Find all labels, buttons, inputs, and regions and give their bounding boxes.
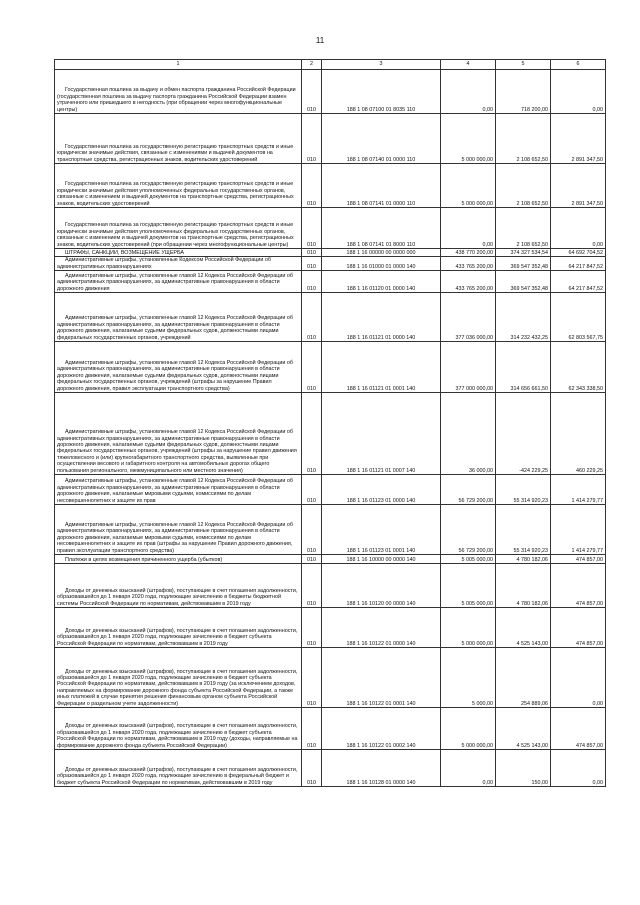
executed-amount-cell: 374 327 534,54 xyxy=(496,249,551,257)
approved-amount-cell: 36 000,00 xyxy=(441,393,496,475)
table-row xyxy=(55,114,606,164)
indicator-name-cell xyxy=(55,249,302,257)
indicator-name-text: Доходы от денежных взысканий (штрафов), поступающие в счет погашения задолженности, образовавшейся до 1 января 2020 года, подлежащие зачислению в бюджеты бюджетной системы Российской Федерации по нормативам, действовавшим в 2019 году xyxy=(57,587,298,607)
unexecuted-amount-cell: 1 414 279,77 xyxy=(551,475,606,505)
executed-amount-cell: 4 780 182,06 xyxy=(496,555,551,564)
executed-amount-cell: 314 232 432,25 xyxy=(496,293,551,342)
indicator-name-cell xyxy=(55,342,302,393)
table-row xyxy=(55,708,606,750)
executed-amount-cell: 150,00 xyxy=(496,750,551,787)
table-row xyxy=(55,70,606,114)
unexecuted-amount-cell: 0,00 xyxy=(551,750,606,787)
line-code-cell: 010 xyxy=(302,475,322,505)
indicator-name-cell xyxy=(55,271,302,293)
table-row xyxy=(55,648,606,708)
executed-amount-cell: 4 780 182,06 xyxy=(496,564,551,608)
budget-classification-code-cell: 188 1 08 07141 01 8000 110 xyxy=(322,208,441,249)
approved-amount-cell: 433 765 200,00 xyxy=(441,271,496,293)
indicator-name-text: Государственная пошлина за государственную регистрацию транспортных средств и иные юридически значимые действия уполномоченных федеральных государственных органов, связанные с изменением и выдачей документов на транспортные средства, регистрационных знаков, водительских удостоверений xyxy=(57,181,294,207)
page-number: 11 xyxy=(315,36,325,45)
indicator-name-cell xyxy=(55,208,302,249)
approved-amount-cell: 5 000,00 xyxy=(441,648,496,708)
table-row xyxy=(55,342,606,393)
budget-classification-code-cell: 188 1 16 01000 01 0000 140 xyxy=(322,257,441,271)
column-header: 4 xyxy=(441,60,496,70)
table-row xyxy=(55,293,606,342)
table-row xyxy=(55,750,606,787)
approved-amount-cell: 5 005 000,00 xyxy=(441,555,496,564)
approved-amount-cell: 377 036 000,00 xyxy=(441,293,496,342)
unexecuted-amount-cell: 2 891 347,50 xyxy=(551,114,606,164)
unexecuted-amount-cell: 62 343 338,50 xyxy=(551,342,606,393)
column-header: 1 xyxy=(55,60,302,70)
budget-classification-code-cell: 188 1 08 07100 01 8035 110 xyxy=(322,70,441,114)
indicator-name-text: ШТРАФЫ, САНКЦИИ, ВОЗМЕЩЕНИЕ УЩЕРБА xyxy=(65,249,185,256)
line-code-cell: 010 xyxy=(302,271,322,293)
approved-amount-cell: 438 770 200,00 xyxy=(441,249,496,257)
indicator-name-text: Административные штрафы, установленные главой 12 Кодекса Российской Федерации об административных правонарушениях, за административные правонарушения в области дорожного движения, налагаемые судьями федеральных судов, должностными лицами федеральных государственных органов, учреждений xyxy=(57,315,293,341)
line-code-cell: 010 xyxy=(302,257,322,271)
approved-amount-cell: 5 000 000,00 xyxy=(441,608,496,648)
income-table xyxy=(54,59,606,787)
approved-amount-cell: 433 765 200,00 xyxy=(441,257,496,271)
line-code-cell: 010 xyxy=(302,208,322,249)
indicator-name-text: Административные штрафы, установленные главой 12 Кодекса Российской Федерации об административных правонарушениях, за административные правонарушения в области дорожного движения, налагаемые судьями федеральных судов, должностными лицами федеральных государственных органов, учреждений (штрафы за нарушение Правил дорожного движения, правил эксплуатации транспортного средства) xyxy=(57,359,293,392)
indicator-name-text: Административные штрафы, установленные главой 12 Кодекса Российской Федерации об административных правонарушениях, за административные правонарушения в области дорожного движения, налагаемые мировыми судьями, комиссиями по делам несовершеннолетних и защите их прав (штрафы за нарушение Правил дорожного движения, правил эксплуатации транспортного средства) xyxy=(57,521,293,554)
indicator-name-text: Государственная пошлина за государственную регистрацию транспортных средств и иные юридически значимые действия, связанные с изменениями и выдачей документов на транспортные средства, регистрационных знаков, водительских удостоверений xyxy=(57,143,294,163)
unexecuted-amount-cell: 474 857,00 xyxy=(551,708,606,750)
table-row xyxy=(55,608,606,648)
indicator-name-text: Платежи в целях возмещения причиненного ущерба (убытков) xyxy=(65,556,223,563)
executed-amount-cell: 2 108 652,50 xyxy=(496,208,551,249)
indicator-name-cell xyxy=(55,70,302,114)
line-code-cell: 010 xyxy=(302,564,322,608)
executed-amount-cell: 55 314 920,23 xyxy=(496,475,551,505)
column-header: 3 xyxy=(322,60,441,70)
indicator-name-text: Доходы от денежных взысканий (штрафов), поступающие в счет погашения задолженности, образовавшейся до 1 января 2020 года, подлежащие зачислению в бюджет субъекта Российской Федерации по нормативам, действовавшим в 2019 году xyxy=(57,627,298,647)
unexecuted-amount-cell: 64 217 847,52 xyxy=(551,257,606,271)
budget-classification-code-cell: 188 1 16 01121 01 0000 140 xyxy=(322,293,441,342)
table-row xyxy=(55,164,606,208)
approved-amount-cell: 5 000 000,00 xyxy=(441,708,496,750)
approved-amount-cell: 377 000 000,00 xyxy=(441,342,496,393)
indicator-name-cell xyxy=(55,475,302,505)
budget-classification-code-cell: 188 1 16 10122 01 0001 140 xyxy=(322,648,441,708)
unexecuted-amount-cell: 0,00 xyxy=(551,70,606,114)
line-code-cell: 010 xyxy=(302,342,322,393)
unexecuted-amount-cell: 62 803 567,75 xyxy=(551,293,606,342)
executed-amount-cell: 55 314 920,23 xyxy=(496,505,551,555)
budget-classification-code-cell: 188 1 16 01120 01 0000 140 xyxy=(322,271,441,293)
unexecuted-amount-cell: 1 414 279,77 xyxy=(551,505,606,555)
indicator-name-text: Государственная пошлина за государственную регистрацию транспортных средств и иные юридически значимые действия уполномоченных федеральных государственных органов, связанные с изменением и выдачей документов на транспортные средства, регистрационных знаков, водительских удостоверений (при обращении через многофункциональные центры) xyxy=(57,222,294,248)
table-row xyxy=(55,271,606,293)
line-code-cell: 010 xyxy=(302,708,322,750)
executed-amount-cell: 369 547 352,48 xyxy=(496,271,551,293)
table-row xyxy=(55,475,606,505)
unexecuted-amount-cell: 0,00 xyxy=(551,648,606,708)
indicator-name-text: Доходы от денежных взысканий (штрафов), поступающие в счет погашения задолженности, образовавшейся до 1 января 2020 года, подлежащие зачислению в бюджет субъекта Российской Федерации по нормативам, действовавшим в 2019 году (за исключением доходов, направляемых на формирование дорожного фонда субъекта Российской Федерации, а также иных платежей в случае принятия решения финансовым органом субъекта Российской Федерации о раздельном учете задолженности) xyxy=(57,668,298,707)
unexecuted-amount-cell: 64 692 704,52 xyxy=(551,249,606,257)
executed-amount-cell: -424 229,25 xyxy=(496,393,551,475)
line-code-cell: 010 xyxy=(302,249,322,257)
executed-amount-cell: 2 108 652,50 xyxy=(496,114,551,164)
budget-classification-code-cell: 188 1 08 07141 01 0000 110 xyxy=(322,164,441,208)
budget-classification-code-cell: 188 1 16 00000 00 0000 000 xyxy=(322,249,441,257)
approved-amount-cell: 5 005 000,00 xyxy=(441,564,496,608)
budget-classification-code-cell: 188 1 16 01121 01 0001 140 xyxy=(322,342,441,393)
line-code-cell: 010 xyxy=(302,293,322,342)
line-code-cell: 010 xyxy=(302,505,322,555)
budget-classification-code-cell: 188 1 16 01123 01 0000 140 xyxy=(322,475,441,505)
budget-classification-code-cell: 188 1 16 01121 01 0007 140 xyxy=(322,393,441,475)
table-row xyxy=(55,564,606,608)
line-code-cell: 010 xyxy=(302,555,322,564)
unexecuted-amount-cell: 64 217 847,52 xyxy=(551,271,606,293)
table-row xyxy=(55,505,606,555)
executed-amount-cell: 369 547 352,48 xyxy=(496,257,551,271)
indicator-name-cell xyxy=(55,505,302,555)
column-number-row xyxy=(55,60,606,70)
budget-classification-code-cell: 188 1 16 01123 01 0001 140 xyxy=(322,505,441,555)
approved-amount-cell: 56 729 200,00 xyxy=(441,505,496,555)
unexecuted-amount-cell: 474 857,00 xyxy=(551,608,606,648)
indicator-name-text: Государственная пошлина за выдачу и обмен паспорта гражданина Российской Федерации (государственная пошлина за выдачу паспорта гражданина Российской Федерации взамен утраченного или пришедшего в негодность (при обращении через многофункциональные центры) xyxy=(57,87,296,113)
approved-amount-cell: 56 729 200,00 xyxy=(441,475,496,505)
indicator-name-cell xyxy=(55,164,302,208)
budget-classification-code-cell: 188 1 16 10122 01 0002 140 xyxy=(322,708,441,750)
line-code-cell: 010 xyxy=(302,70,322,114)
column-header: 2 xyxy=(302,60,322,70)
approved-amount-cell: 0,00 xyxy=(441,750,496,787)
line-code-cell: 010 xyxy=(302,393,322,475)
table-row xyxy=(55,393,606,475)
indicator-name-cell xyxy=(55,257,302,271)
indicator-name-text: Доходы от денежных взысканий (штрафов), поступающие в счет погашения задолженности, образовавшейся до 1 января 2020 года, подлежащие зачислению в бюджет субъекта Российской Федерации по нормативам, действовавшим в 2019 году (доходы, направляемые на формирование дорожного фонда субъекта Российской Федерации) xyxy=(57,723,298,749)
executed-amount-cell: 314 656 661,50 xyxy=(496,342,551,393)
unexecuted-amount-cell: 460 229,25 xyxy=(551,393,606,475)
indicator-name-text: Административные штрафы, установленные главой 12 Кодекса Российской Федерации об административных правонарушениях, за административные правонарушения в области дорожного движения xyxy=(57,272,293,292)
budget-classification-code-cell: 188 1 16 10120 00 0000 140 xyxy=(322,564,441,608)
indicator-name-cell xyxy=(55,564,302,608)
indicator-name-cell xyxy=(55,114,302,164)
indicator-name-text: Административные штрафы, установленные главой 12 Кодекса Российской Федерации об административных правонарушениях, за административные правонарушения в области дорожного движения, налагаемые судьями федеральных судов, должностными лицами федеральных государственных органов, учреждений (штрафы за нарушение правил движения тяжеловесного и (или) крупногабаритного транспортного средства, выявленные при осуществлении весового и габаритного контроля на автомобильных дорогах общего пользования регионального, межмуниципального или местного значения) xyxy=(57,429,297,474)
indicator-name-cell xyxy=(55,708,302,750)
indicator-name-text: Доходы от денежных взысканий (штрафов), поступающие в счет погашения задолженности, образовавшейся до 1 января 2020 года, подлежащие зачислению в федеральный бюджет и бюджет субъекта Российской Федерации по нормативам, действовавшим в 2019 году xyxy=(57,766,298,786)
column-header: 6 xyxy=(551,60,606,70)
column-header: 5 xyxy=(496,60,551,70)
indicator-name-cell xyxy=(55,648,302,708)
indicator-name-cell xyxy=(55,750,302,787)
table-row xyxy=(55,208,606,249)
unexecuted-amount-cell: 0,00 xyxy=(551,208,606,249)
budget-classification-code-cell: 188 1 08 07140 01 0000 110 xyxy=(322,114,441,164)
budget-classification-code-cell: 188 1 16 10122 01 0000 140 xyxy=(322,608,441,648)
indicator-name-cell xyxy=(55,393,302,475)
indicator-name-cell xyxy=(55,293,302,342)
budget-classification-code-cell: 188 1 16 10000 00 0000 140 xyxy=(322,555,441,564)
indicator-name-text: Административные штрафы, установленные Кодексом Российской Федерации об административных правонарушениях xyxy=(57,257,271,270)
approved-amount-cell: 5 000 000,00 xyxy=(441,114,496,164)
unexecuted-amount-cell: 2 891 347,50 xyxy=(551,164,606,208)
line-code-cell: 010 xyxy=(302,608,322,648)
table-row xyxy=(55,257,606,271)
executed-amount-cell: 4 525 143,00 xyxy=(496,708,551,750)
line-code-cell: 010 xyxy=(302,114,322,164)
line-code-cell: 010 xyxy=(302,164,322,208)
executed-amount-cell: 718 200,00 xyxy=(496,70,551,114)
approved-amount-cell: 0,00 xyxy=(441,208,496,249)
executed-amount-cell: 4 525 143,00 xyxy=(496,608,551,648)
approved-amount-cell: 5 000 000,00 xyxy=(441,164,496,208)
indicator-name-cell xyxy=(55,608,302,648)
indicator-name-text: Административные штрафы, установленные главой 12 Кодекса Российской Федерации об административных правонарушениях, за административные правонарушения в области дорожного движения, налагаемые мировыми судьями, комиссиями по делам несовершеннолетних и защите их прав xyxy=(57,478,293,504)
line-code-cell: 010 xyxy=(302,648,322,708)
executed-amount-cell: 254 889,06 xyxy=(496,648,551,708)
table-row xyxy=(55,555,606,564)
table-row xyxy=(55,249,606,257)
approved-amount-cell: 0,00 xyxy=(441,70,496,114)
indicator-name-cell xyxy=(55,555,302,564)
executed-amount-cell: 2 108 652,50 xyxy=(496,164,551,208)
line-code-cell: 010 xyxy=(302,750,322,787)
unexecuted-amount-cell: 474 857,00 xyxy=(551,555,606,564)
budget-classification-code-cell: 188 1 16 10128 01 0000 140 xyxy=(322,750,441,787)
unexecuted-amount-cell: 474 857,00 xyxy=(551,564,606,608)
